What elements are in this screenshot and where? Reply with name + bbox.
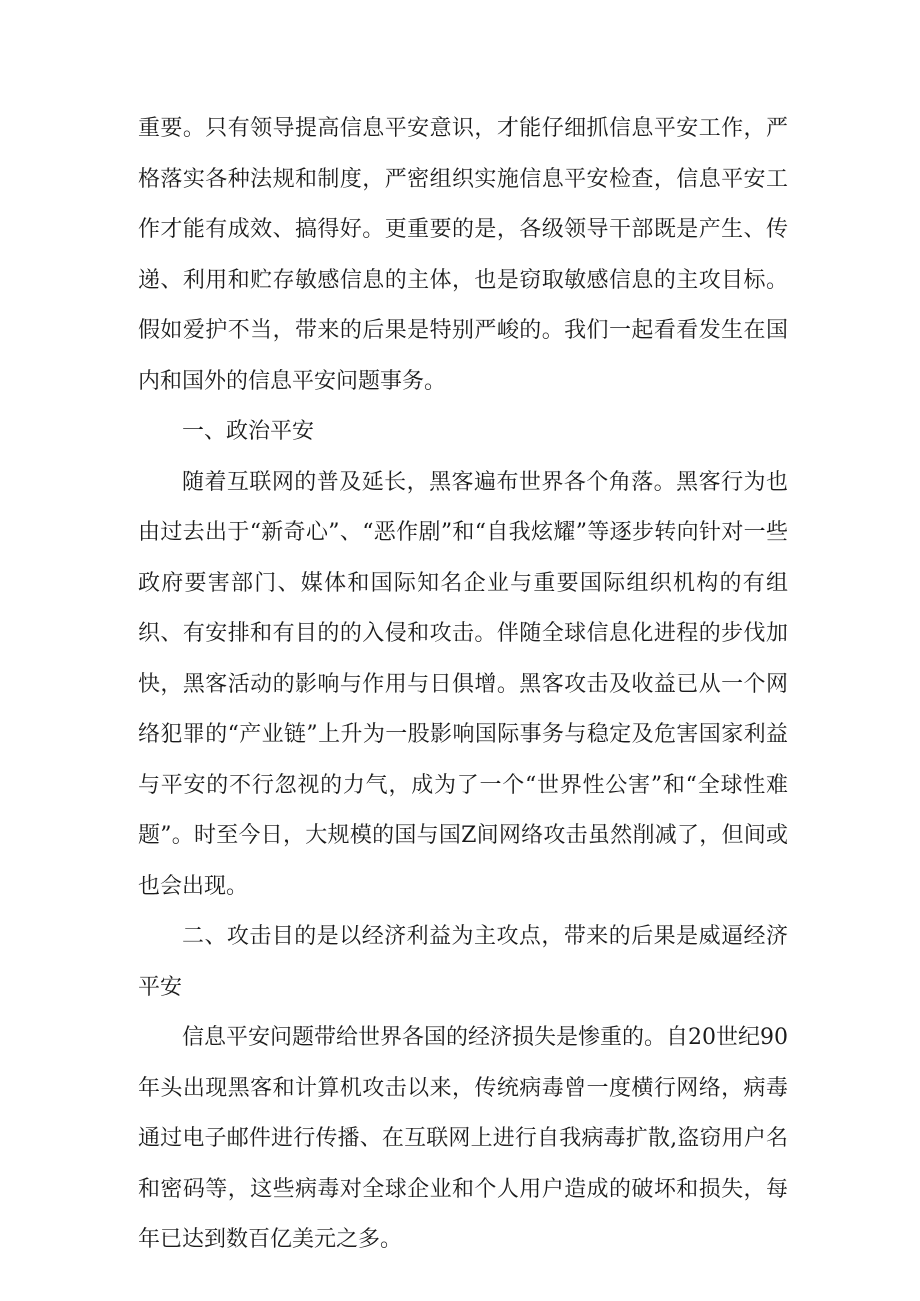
paragraph-intro-continuation: 重要。只有领导提高信息平安意识，才能仔细抓信息平安工作，严格落实各种法规和制度，严密组织实施信息平安检查，信息平安工作才能有成效、搞得好。更重要的是，各级领导干部既是产生、传递、利用和贮存敏感信息的主体，也是窃取敏感信息的主攻目标。假如爱护不当，带来的后果是特别严峻的。我们一起看看发生在国内和国外的信息平安问题事务。 <box>138 116 788 394</box>
paragraph-economic-losses: 信息平安问题带给世界各国的经济损失是惨重的。自20世纪90年头出现黑客和计算机攻击以来，传统病毒曾一度横行网络，病毒通过电子邮件进行传播、在互联网上进行自我病毒扩散,盗窃用户名和密码等，这些病毒对全球企业和个人用户造成的破坏和损失，每年已达到数百亿美元之多。 <box>138 1025 788 1252</box>
paragraph-hacker-activity: 随着互联网的普及延长，黑客遍布世界各个角落。黑客行为也由过去出于“新奇心”、“恶作剧”和“自我炫耀”等逐步转向针对一些政府要害部门、媒体和国际知名企业与重要国际组织机构的有组织、有安排和有目的的入侵和攻击。伴随全球信息化进程的步伐加快，黑客活动的影响与作用与日俱增。黑客攻击及收益已从一个网络犯罪的“产业链”上升为一股影响国际事务与稳定及危害国家利益与平安的不行忽视的力气，成为了一个“世界性公害”和“全球性难题”。时至今日，大规模的国与国Z间网络攻击虽然削减了，但间或也会出现。 <box>138 469 789 899</box>
section-heading-economic-security: 二、攻击目的是以经济利益为主攻点，带来的后果是威逼经济平安 <box>138 924 788 1000</box>
document-body <box>138 104 788 1266</box>
section-heading-political-security: 一、政治平安 <box>182 419 315 444</box>
